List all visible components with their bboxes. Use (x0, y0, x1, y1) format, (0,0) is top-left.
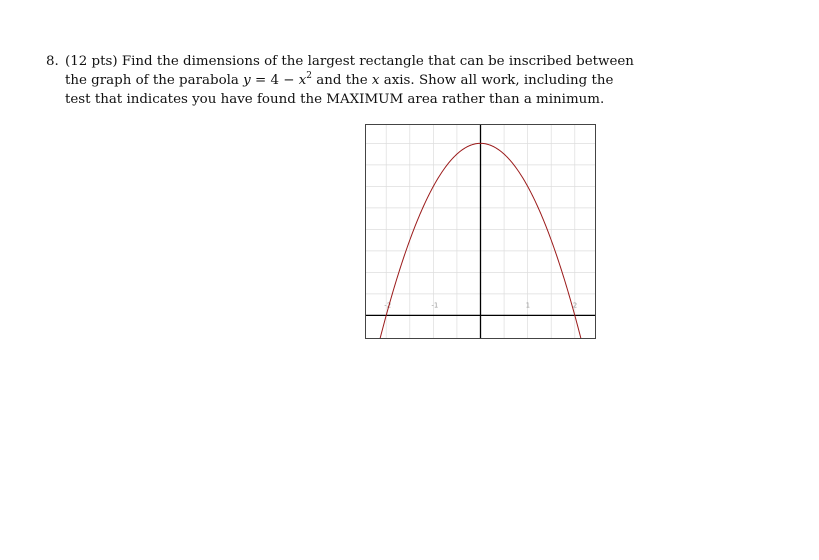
parabola-plot-svg (365, 124, 596, 339)
problem-line-3: test that indicates you have found the MAXIMUM area rather than a minimum. (65, 92, 605, 107)
problem-statement (46, 52, 634, 109)
axis-variable: x (371, 73, 380, 88)
parabola-graph (365, 124, 596, 339)
tick-label-x: 1 (525, 301, 531, 310)
axes (365, 124, 596, 339)
problem-line-2-a: the graph of the parabola (65, 73, 244, 88)
equation-x: x (298, 73, 307, 88)
tick-label-x: -2 (384, 301, 392, 310)
problem-line-2-c: axis. Show all work, including the (379, 73, 614, 88)
problem-line-1 (46, 52, 634, 71)
equation-y: y (243, 73, 251, 88)
problem-line-1-text: (12 pts) Find the dimensions of the largest rectangle that can be inscribed between (65, 54, 634, 69)
problem-line-2 (46, 71, 626, 90)
problem-line-2-b: and the (312, 73, 372, 88)
equation-mid: = 4 − (250, 73, 299, 88)
tick-label-x: -1 (431, 301, 439, 310)
equation-exponent: 2 (306, 71, 313, 81)
problem-number: 8. (46, 54, 59, 69)
tick-label-x: 2 (572, 301, 578, 310)
